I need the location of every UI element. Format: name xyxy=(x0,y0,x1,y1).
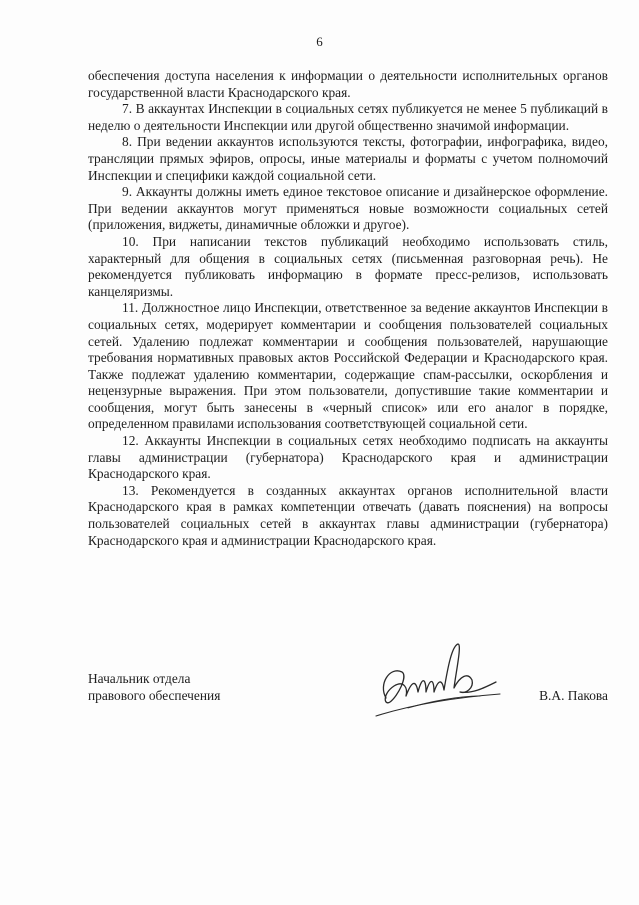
signatory-name: В.А. Пакова xyxy=(539,688,608,703)
paragraph-12: 12. Аккаунты Инспекции в социальных сетях необходимо подписать на аккаунты главы администрации (губернатора) Краснодарского края и администрации Краснодарского края. xyxy=(88,433,608,482)
paragraph-10: 10. При написании текстов публикаций необходимо использовать стиль, характерный для общения в социальных сетях (письменная разговорная речь). Не рекомендуется публиковать информацию в формате пресс-релизов, использовать канцеляризмы. xyxy=(88,233,608,299)
signatory-position xyxy=(88,670,220,704)
paragraph-13: 13. Рекомендуется в созданных аккаунтах органов исполнительной власти Краснодарского края в рамках компетенции отвечать (давать пояснения) на вопросы пользователей социальных сетей в аккаунтах главы администрации (губернатора) Краснодарского края и администрации Краснодарского края. xyxy=(88,482,608,548)
document-body xyxy=(88,68,608,549)
paragraph-8: 8. При ведении аккаунтов используются тексты, фотографии, инфографика, видео, трансляции прямых эфиров, опросы, иные материалы и форматы с учетом полномочий Инспекции и специфики каждой социальной сети. xyxy=(88,134,608,183)
signature-block xyxy=(88,670,608,750)
signatory-position-line-2: правового обеспечения xyxy=(88,688,221,703)
paragraph-9: 9. Аккаунты должны иметь единое текстовое описание и дизайнерское оформление. При ведении аккаунтов могут применяться новые возможности социальных сетей (приложения, виджеты, динамичные обложки и другое). xyxy=(88,184,608,233)
paragraph-7: 7. В аккаунтах Инспекции в социальных сетях публикуется не менее 5 публикаций в неделю о деятельности Инспекции или другой общественно значимой информации. xyxy=(88,101,608,133)
handwritten-signature-icon xyxy=(368,636,508,726)
signatory-position-line-1: Начальник отдела xyxy=(88,671,191,686)
paragraph-11: 11. Должностное лицо Инспекции, ответственное за ведение аккаунтов Инспекции в социальных сетях, модерирует комментарии и сообщения пользователей социальных сетей. Удалению подлежат комментарии и сообщения пользователей, нарушающие требования нормативных правовых актов Российской Федерации и Краснодарского края. Также подлежат удалению комментарии, содержащие спам-рассылки, оскорбления и нецензурные выражения. При этом пользователи, допустившие такие комментарии и сообщения, могут быть занесены в «черный список» или его аналог в порядке, определенном правилами использования соответствующей социальной сети. xyxy=(88,300,608,432)
page-number: 6 xyxy=(316,34,323,49)
paragraph-continuation: обеспечения доступа населения к информации о деятельности исполнительных органов государственной власти Краснодарского края. xyxy=(88,68,608,100)
